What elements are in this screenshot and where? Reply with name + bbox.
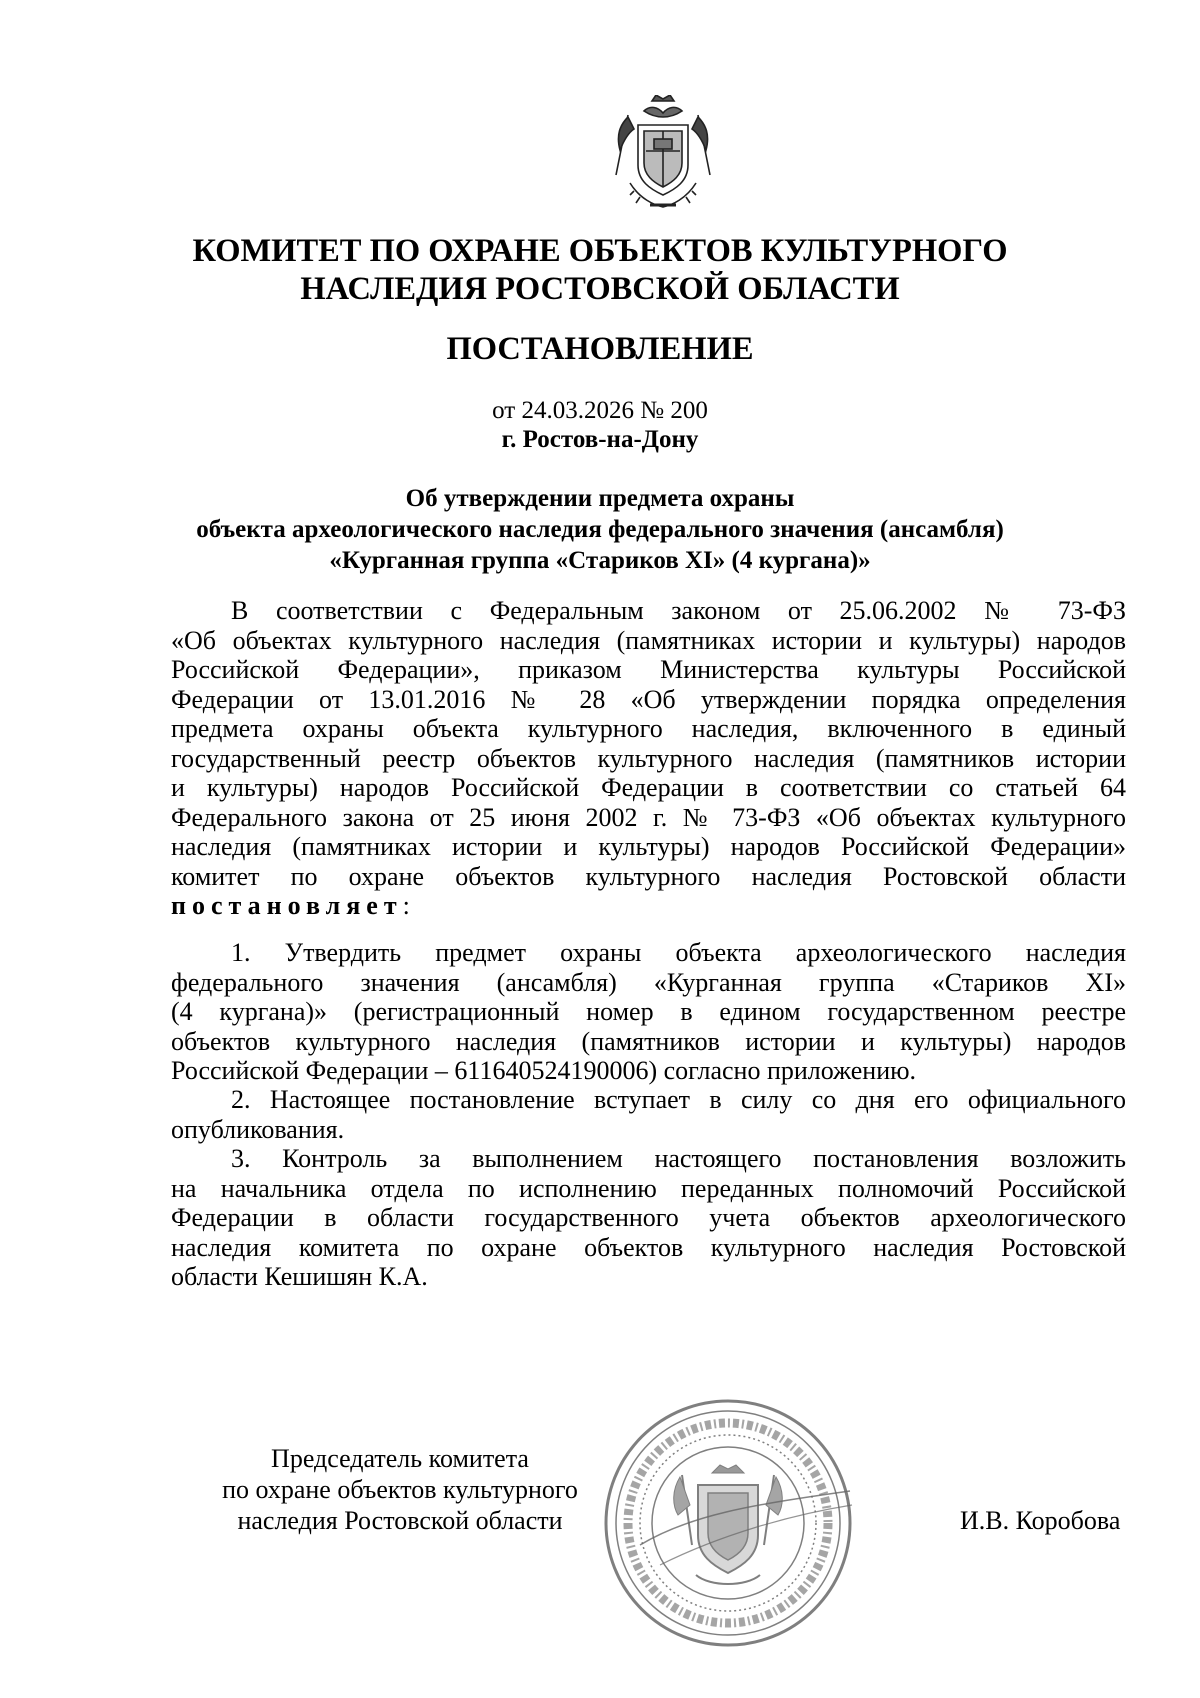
subject-line1: Об утверждении предмета охраны	[405, 485, 795, 512]
decree-word: постановляет	[171, 891, 403, 920]
item-2-paragraph	[171, 1085, 1126, 1144]
item-1-last-line: Российской Федерации – 611640524190006) согласно приложению.	[171, 1056, 917, 1085]
item-3-line: Федерации в области государственного учета объектов археологического	[171, 1203, 1126, 1232]
preamble-line: предмета охраны объекта культурного наследия, включенного в единый	[171, 714, 1126, 743]
org-title-line1: КОМИТЕТ ПО ОХРАНЕ ОБЪЕКТОВ КУЛЬТУРНОГО	[192, 233, 1008, 269]
item-1-line: (4 кургана)» (регистрационный номер в едином государственном реестре	[171, 997, 1126, 1026]
item-2-last-line: опубликования.	[171, 1114, 345, 1144]
official-seal-icon	[600, 1395, 855, 1650]
document-city: г. Ростов-на-Дону	[501, 426, 699, 453]
preamble-line: «Об объектах культурного наследия (памятниках истории и культуры) народов	[171, 625, 1126, 655]
item-3-line: 3. Контроль за выполнением настоящего постановления возложить	[231, 1144, 1126, 1173]
preamble-line: и культуры) народов Российской Федерации в соответствии со статьей 64	[171, 773, 1126, 802]
rostov-oblast-coat-of-arms-icon	[610, 95, 716, 211]
item-3-paragraph	[171, 1144, 1126, 1292]
signatory-position-line2: по охране объектов культурного	[222, 1475, 578, 1504]
subject-line2: объекта археологического наследия федерального значения (ансамбля)	[196, 516, 1004, 543]
preamble-line: В соответствии с Федеральным законом от 25.06.2002 № 73-ФЗ	[231, 596, 1126, 625]
item-2-line: 2. Настоящее постановление вступает в силу со дня его официального	[231, 1085, 1126, 1114]
signatory-position-line1: Председатель комитета	[271, 1444, 529, 1473]
item-3-line: на начальника отдела по исполнению переданных полномочий Российской	[171, 1173, 1126, 1203]
item-3-line: наследия комитета по охране объектов культурного наследия Ростовской	[171, 1232, 1126, 1262]
item-1-line: объектов культурного наследия (памятников истории и культуры) народов	[171, 1026, 1126, 1056]
preamble-line: наследия (памятниках истории и культуры) народов Российской Федерации»	[171, 832, 1126, 861]
item-1-line: федерального значения (ансамбля) «Курганная группа «Стариков XI»	[171, 967, 1126, 997]
org-title-line2: НАСЛЕДИЯ РОСТОВСКОЙ ОБЛАСТИ	[300, 271, 900, 307]
item-1-paragraph	[171, 938, 1126, 1086]
decree-word-line	[171, 891, 1126, 921]
preamble-line: государственный реестр объектов культурного наследия (памятников истории	[171, 743, 1126, 773]
signatory-position-line3: наследия Ростовской области	[237, 1506, 563, 1535]
signatory-name: И.В. Коробова	[960, 1506, 1121, 1535]
item-1-line: 1. Утвердить предмет охраны объекта археологического наследия	[231, 938, 1126, 967]
preamble-line: Федерации от 13.01.2016 № 28 «Об утверждении порядка определения	[171, 684, 1126, 714]
preamble-line: Федерального закона от 25 июня 2002 г. № 73-ФЗ «Об объектах культурного	[171, 802, 1126, 832]
subject-line3: «Курганная группа «Стариков XI» (4 кургана)»	[329, 547, 871, 574]
document-type: ПОСТАНОВЛЕНИЕ	[446, 331, 754, 367]
document-date-number: от 24.03.2026 № 200	[492, 397, 708, 424]
preamble-paragraph	[171, 596, 1126, 921]
item-3-last-line: области Кешишян К.А.	[171, 1262, 428, 1291]
decree-colon: :	[402, 891, 410, 920]
preamble-line: комитет по охране объектов культурного наследия Ростовской области	[171, 861, 1126, 891]
preamble-line: Российской Федерации», приказом Министерства культуры Российской	[171, 655, 1126, 684]
